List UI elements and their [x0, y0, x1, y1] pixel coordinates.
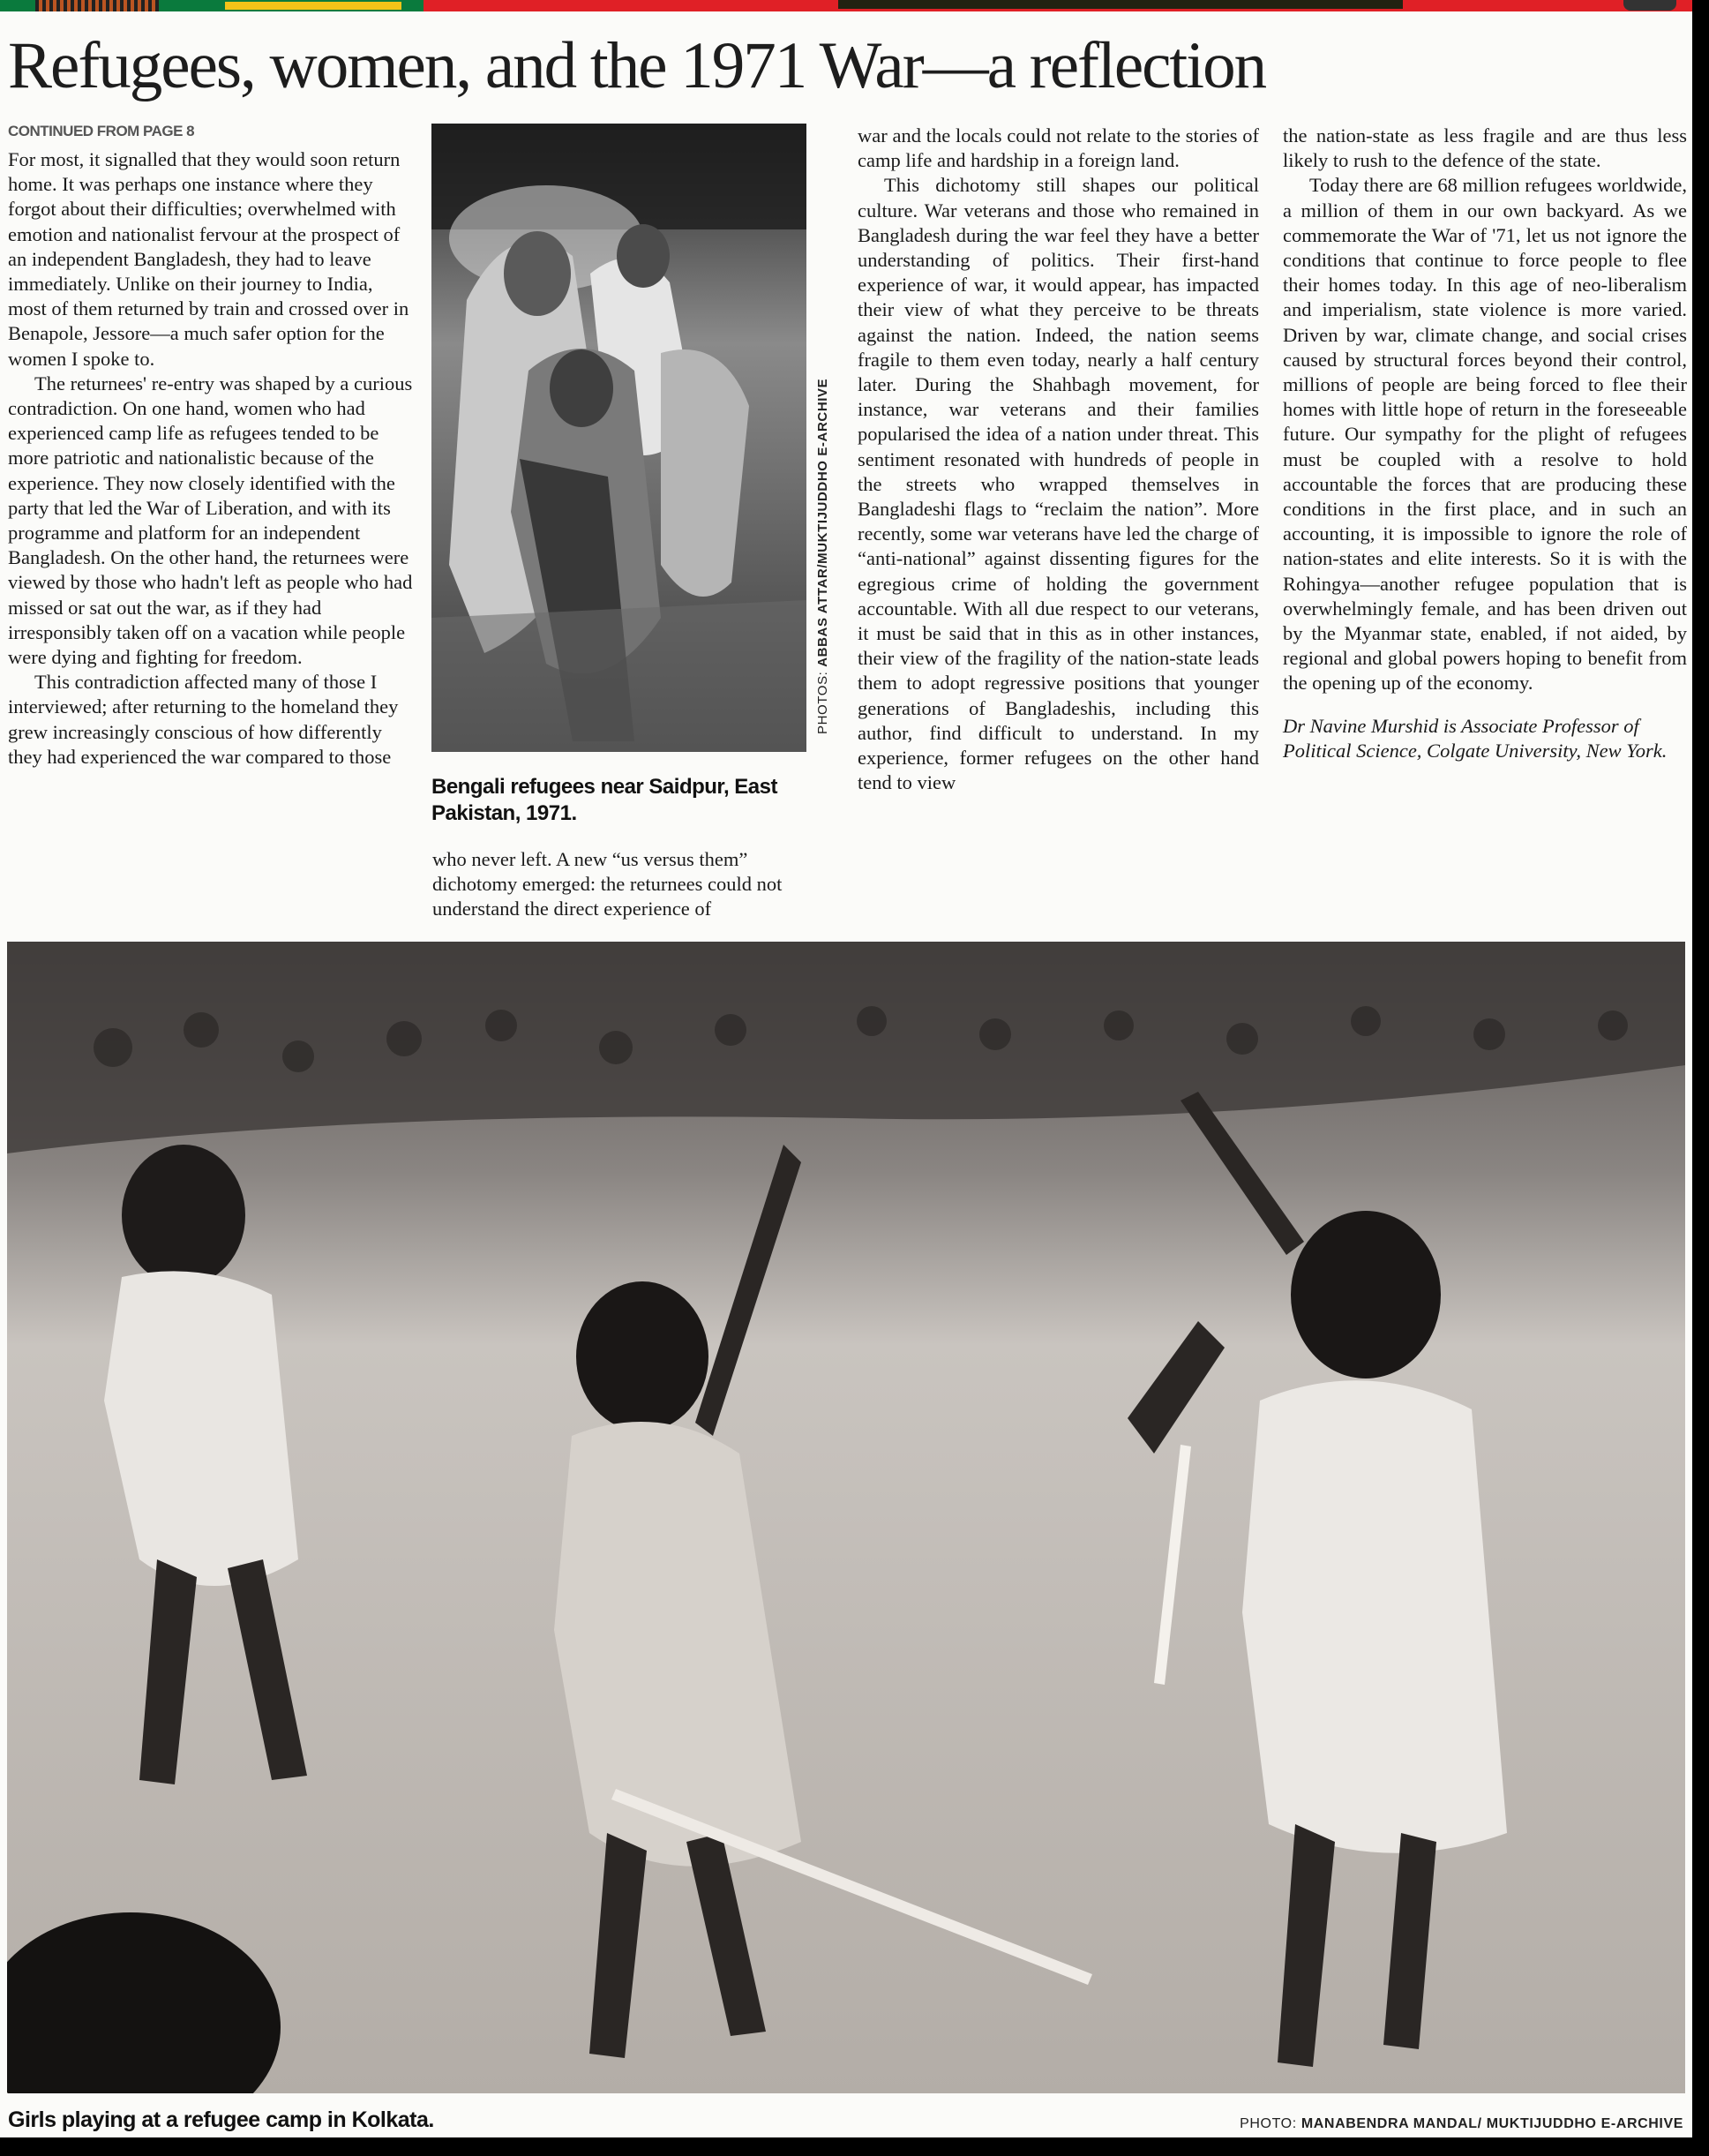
- paragraph: Today there are 68 million refugees worldwide, a million of them in our own backyard. As we commemorate the War of '71, let us not ignore the conditions that continue to force people to flee their homes today. In this age of neo-liberalism and imperialism, state violence is more varied. Driven by war, climate change, and social crises caused by structural forces beyond their control, millions of people are being forced to flee their homes with little hope of return in the foreseeable future. Our sympathy for the plight of refugees must be coupled with a resolve to hold accountable the forces that are producing these conditions in the first place, and in such an accounting, it is impossible to ignore the role of nation-states and elite interests. So it is with the Rohingya—another refugee population that is overwhelmingly female, and has been driven out by the Myanmar state, enabled, if not aided, by regional and global powers hoping to benefit from the opening up of the economy.: [1283, 174, 1687, 695]
- paragraph: This dichotomy still shapes our political culture. War veterans and those who remained in Bangladesh during the war feel they have a better understanding of politics. Their first-hand experience of war, it would appear, has impacted their view of what they perceive to be threats against the nation. Indeed, the nation seems fragile to them even today, nearly a half century later. During the Shahbagh movement, for instance, war veterans and their families popularised the idea of a nation under threat. This sentiment resonated with hundreds of people in the streets who wrapped themselves in Bangladeshi flags to “reclaim the nation”. More recently, some war veterans have led the charge of “anti-national” against dissenting figures for the egregious crime of holding the government accountable. With all due respect to our veterans, it must be said that in this as in other instances, their view of the fragility of the nation-state leads them to adopt regressive positions that younger generations of Bangladeshis, including this author, find difficult to understand. In my experience, former refugees on the other hand tend to view: [858, 174, 1259, 794]
- paragraph: This contradiction affected many of those I interviewed; after returning to the homeland they grew increasingly conscious of how differently they had experienced the war compared to those: [8, 671, 399, 768]
- article-column-2: [432, 847, 803, 922]
- photo-credit-vertical: PHOTOS: ABBAS ATTAR/MUKTIJUDDHO E-ARCHIVE: [815, 378, 830, 734]
- article-column-4: [1283, 124, 1687, 763]
- masthead-pattern: [35, 0, 159, 11]
- photo-refugees-saidpur: [431, 124, 806, 752]
- paragraph: For most, it signalled that they would soon return home. It was perhaps one instance where they forgot about their difficulties; overwhelmed with emotion and nationalist fervour at the prospect of an independent Bangladesh, they had to leave immediately. Unlike on their journey to India, most of them returned by train and crossed over in Benapole, Jessore—a much safer option for the women I spoke to.: [8, 148, 409, 370]
- continued-from-label: CONTINUED FROM PAGE 8: [8, 123, 195, 139]
- masthead-page-number-tab: [1623, 0, 1676, 11]
- photo-credit: PHOTO: MANABENDRA MANDAL/ MUKTIJUDDHO E-ARCHIVE: [1240, 2116, 1683, 2131]
- photo-girls-refugee-camp: [7, 942, 1685, 2093]
- photo-caption: Bengali refugees near Saidpur, East Pakistan, 1971.: [431, 775, 777, 825]
- masthead-yellow-block: [225, 2, 401, 10]
- article-column-1: [8, 121, 416, 770]
- paragraph: who never left. A new “us versus them” dichotomy emerged: the returnees could not understand the direct experience of: [432, 848, 783, 920]
- author-byline: Dr Navine Murshid is Associate Professor of Political Science, Colgate University, New York.: [1283, 714, 1668, 762]
- paragraph: The returnees' re-entry was shaped by a curious contradiction. On one hand, women who had experienced camp life as refugees tended to be more patriotic and nationalistic because of the experience. They now closely identified with the party that led the War of Liberation, and with its programme and platform for an independent Bangladesh. On the other hand, the returnees were viewed by those who hadn't left as people who had missed or sat out the war, as if they had irresponsibly taken off on a vacation while people were dying and fighting for freedom.: [8, 372, 413, 669]
- masthead-title-remnant: [838, 0, 1403, 9]
- paragraph: war and the locals could not relate to the stories of camp life and hardship in a foreign land.: [858, 124, 1259, 172]
- paragraph: the nation-state as less fragile and are thus less likely to rush to the defence of the state.: [1283, 124, 1687, 172]
- masthead-strip: [0, 0, 1692, 11]
- photo-caption: Girls playing at a refugee camp in Kolkata.: [8, 2107, 434, 2132]
- article-headline: Refugees, women, and the 1971 War—a reflection: [8, 29, 1266, 102]
- article-column-3: [858, 124, 1259, 795]
